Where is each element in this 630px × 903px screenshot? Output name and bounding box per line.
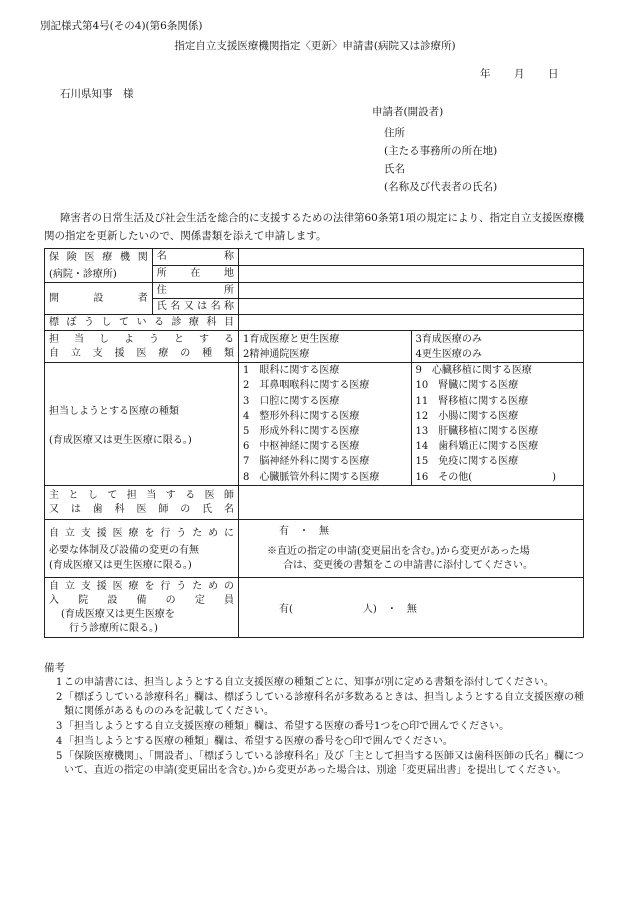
- institution-name-label: 名 称: [152, 249, 238, 266]
- beds-label-4: 行う診療所に限る。): [69, 622, 158, 634]
- applicant-label: 申請者(開設者): [372, 106, 444, 118]
- support-type-option-2[interactable]: 2精神通院医療: [243, 348, 310, 360]
- doctor-label-1: 主として担当する医師: [49, 489, 235, 501]
- institution-header: [45, 249, 153, 283]
- departments-label: 標ぼうしている診療科目: [45, 315, 239, 331]
- beds-choice[interactable]: 有( 人) ・ 無: [279, 604, 417, 615]
- medical-type-option[interactable]: 9 心臓移植に関する医療: [415, 365, 532, 377]
- system-change-note-2: 合は、変更後の書類をこの申請書に添付してください。: [283, 559, 534, 571]
- medical-type-option[interactable]: 15 免疫に関する医療: [415, 456, 519, 468]
- date-year-label: 年: [480, 68, 491, 80]
- applicant-address-label: 住所: [384, 127, 405, 139]
- beds-header: [45, 578, 239, 638]
- doctor-name-field[interactable]: [239, 486, 584, 520]
- support-type-label-2: 自立支援医療の種類: [49, 347, 235, 359]
- institution-name-field[interactable]: [239, 249, 584, 266]
- note-item: 3 「担当しようとする自立支援医療の種類」欄は、希望する医療の番号1つを○印で囲んでください。: [56, 721, 510, 732]
- medical-type-option[interactable]: 11 腎移植に関する医療: [415, 395, 529, 407]
- note-item: 1 この申請書には、担当しようとする自立支援医療の種類ごとに、知事が別に定める書類を添付してください。: [56, 677, 554, 688]
- system-change-label-2: 必要な体制及び設備の変更の有無: [49, 544, 199, 556]
- medical-type-option[interactable]: 14 歯科矯正に関する医療: [415, 441, 539, 453]
- document-title: 指定自立支援医療機関指定〈更新〉申請書(病院又は診療所): [174, 40, 456, 52]
- founder-name-field[interactable]: [239, 299, 584, 315]
- applicant-address-note: (主たる事務所の所在地): [384, 145, 498, 157]
- support-type-options-right: [411, 331, 584, 363]
- support-type-label-1: 担当しようとする: [49, 333, 235, 345]
- medical-type-option[interactable]: 1 眼科に関する医療: [243, 365, 340, 377]
- system-change-note-1: ※直近の指定の申請(変更届出を含む。)から変更があった場: [267, 545, 530, 557]
- note-item: 5 「保険医療機関」、「開設者」、「標ぼうしている診療科名」及び「主として担当する医師又は歯科医師の氏名」欄について、直近の指定の申請(変更届出を含む。)から変更があった場合は、別途「変更届出書」を提出してください。: [56, 751, 584, 776]
- medical-type-option[interactable]: 4 整形外科に関する医療: [243, 410, 360, 422]
- application-table: [44, 248, 584, 638]
- medical-type-option[interactable]: 13 肝臓移植に関する医療: [415, 426, 539, 437]
- founder-address-label: 住 所: [152, 283, 238, 299]
- medical-type-option[interactable]: 5 形成外科に関する医療: [243, 426, 360, 437]
- doctor-header: [45, 486, 239, 520]
- support-type-options-left: [239, 331, 411, 363]
- body-text: 障害者の日常生活及び社会生活を総合的に支援するための法律第60条第1項の規定により、指定自立支援医療機関の指定を更新したいので、関係書類を添えて申請します。: [44, 212, 585, 242]
- medical-type-option[interactable]: 12 小腸に関する医療: [415, 410, 519, 422]
- beds-label-1: 自立支援医療を行うための: [49, 580, 235, 592]
- note-item: 4 「担当しようとする医療の種類」欄は、希望する医療の番号を○印で囲んでください。: [56, 736, 453, 747]
- founder-label: 開 設 者: [45, 283, 153, 315]
- founder-address-field[interactable]: [239, 283, 584, 299]
- medical-type-list-left: [239, 363, 411, 486]
- system-change-cell: [239, 520, 584, 578]
- beds-cell: [239, 578, 584, 638]
- notes-title: 備考: [44, 662, 65, 674]
- medical-type-option[interactable]: 7 脳神経外科に関する医療: [243, 456, 370, 468]
- medical-type-option[interactable]: 2 耳鼻咽喉科に関する医療: [243, 380, 370, 392]
- medical-type-list-right: [411, 363, 584, 486]
- beds-label-2: 入院設備の定員: [49, 594, 235, 606]
- applicant-name-label: 氏名: [384, 163, 405, 175]
- beds-label-3: (育成医療又は更生医療を: [61, 608, 175, 620]
- note-item: 2 「標ぼうしている診療科名」欄は、標ぼうしている診療科名が多数あるときは、担当しようとする自立支援医療の種類に関係があるもののみを記載してください。: [56, 692, 584, 717]
- system-change-label-3: (育成医療又は更生医療に限る。): [49, 559, 192, 571]
- support-type-option-4[interactable]: 4更生医療のみ: [415, 348, 482, 360]
- support-type-header: [45, 331, 239, 363]
- system-change-choice[interactable]: 有 ・ 無: [279, 525, 330, 537]
- date-month-label: 月: [514, 68, 525, 80]
- form-number: 別記様式第4号(その4)(第6条関係): [40, 20, 203, 32]
- medical-type-label: 担当しようとする医療の種類: [49, 406, 179, 417]
- applicant-name-note: (名称及び代表者の氏名): [384, 181, 498, 193]
- founder-name-label: 氏名又は名称: [152, 299, 238, 315]
- medical-type-option[interactable]: 6 中枢神経に関する医療: [243, 441, 360, 453]
- institution-location-field[interactable]: [239, 266, 584, 283]
- institution-sub-label: (病院・診療所): [49, 269, 117, 280]
- medical-type-option[interactable]: 3 口腔に関する医療: [243, 395, 340, 407]
- date-day-label: 日: [548, 68, 559, 80]
- medical-type-option[interactable]: 16 その他( ): [415, 471, 557, 483]
- support-type-option-3[interactable]: 3育成医療のみ: [415, 333, 482, 345]
- institution-location-label: 所 在 地: [152, 266, 238, 283]
- medical-type-option[interactable]: 8 心臓脈管外科に関する医療: [243, 471, 380, 483]
- notes-list: [48, 676, 588, 779]
- medical-type-option[interactable]: 10 腎臓に関する医療: [415, 380, 519, 392]
- system-change-header: [45, 520, 239, 578]
- institution-label: 保険医療機関: [49, 252, 148, 263]
- medical-type-note: (育成医療又は更生医療に限る。): [49, 435, 192, 446]
- medical-type-header: [45, 363, 239, 486]
- departments-field[interactable]: [239, 315, 584, 331]
- system-change-label-1: 自立支援医療を行うために: [49, 527, 235, 539]
- addressee: 石川県知事 様: [60, 88, 134, 100]
- support-type-option-1[interactable]: 1育成医療と更生医療: [243, 333, 340, 345]
- doctor-label-2: 又は歯科医師の氏名: [49, 503, 235, 515]
